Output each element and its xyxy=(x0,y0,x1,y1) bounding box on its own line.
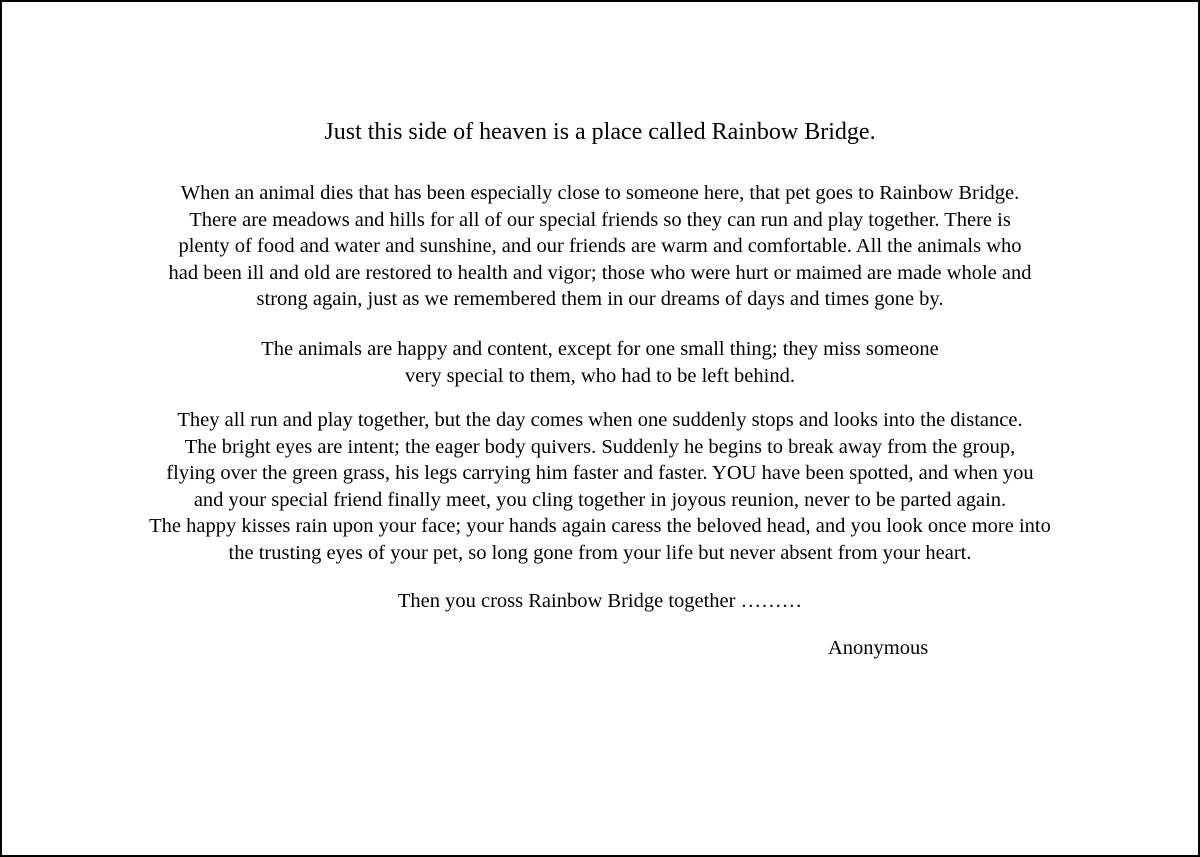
paragraph-line: flying over the green grass, his legs carrying him faster and faster. YOU have been spotted, and when you xyxy=(166,462,1034,485)
closing-line: Then you cross Rainbow Bridge together ……… xyxy=(397,590,803,612)
paragraph-1 xyxy=(2,180,1198,313)
paragraph-line: and your special friend finally meet, you cling together in joyous reunion, never to be parted again. xyxy=(193,488,1007,511)
paragraph-line: very special to them, who had to be left behind. xyxy=(405,364,795,387)
paragraph-line: When an animal dies that has been especially close to someone here, that pet goes to Rainbow Bridge. xyxy=(180,182,1020,204)
paragraph-line: There are meadows and hills for all of our special friends so they can run and play together. There is xyxy=(189,208,1011,231)
paragraph-2 xyxy=(2,336,1198,389)
paragraph-line: plenty of food and water and sunshine, and our friends are warm and comfortable. All the animals who xyxy=(178,235,1022,258)
paragraph-line: They all run and play together, but the day comes when one suddenly stops and looks into the distance. xyxy=(177,409,1023,431)
paragraph-line: The happy kisses rain upon your face; your hands again caress the beloved head, and you look once more into xyxy=(149,515,1051,538)
paragraph-line: strong again, just as we remembered them in our dreams of days and times gone by. xyxy=(256,288,944,311)
paragraph-line: had been ill and old are restored to health and vigor; those who were hurt or maimed are made whole and xyxy=(168,261,1032,284)
poem-title: Just this side of heaven is a place called Rainbow Bridge. xyxy=(324,119,876,145)
paragraph-line: The bright eyes are intent; the eager body quivers. Suddenly he begins to break away from the group, xyxy=(184,435,1016,458)
author-signature: Anonymous xyxy=(828,637,929,659)
paragraph-3 xyxy=(2,407,1198,567)
paragraph-line: The animals are happy and content, except for one small thing; they miss someone xyxy=(261,338,939,360)
paragraph-line: the trusting eyes of your pet, so long gone from your life but never absent from your heart. xyxy=(228,541,972,564)
